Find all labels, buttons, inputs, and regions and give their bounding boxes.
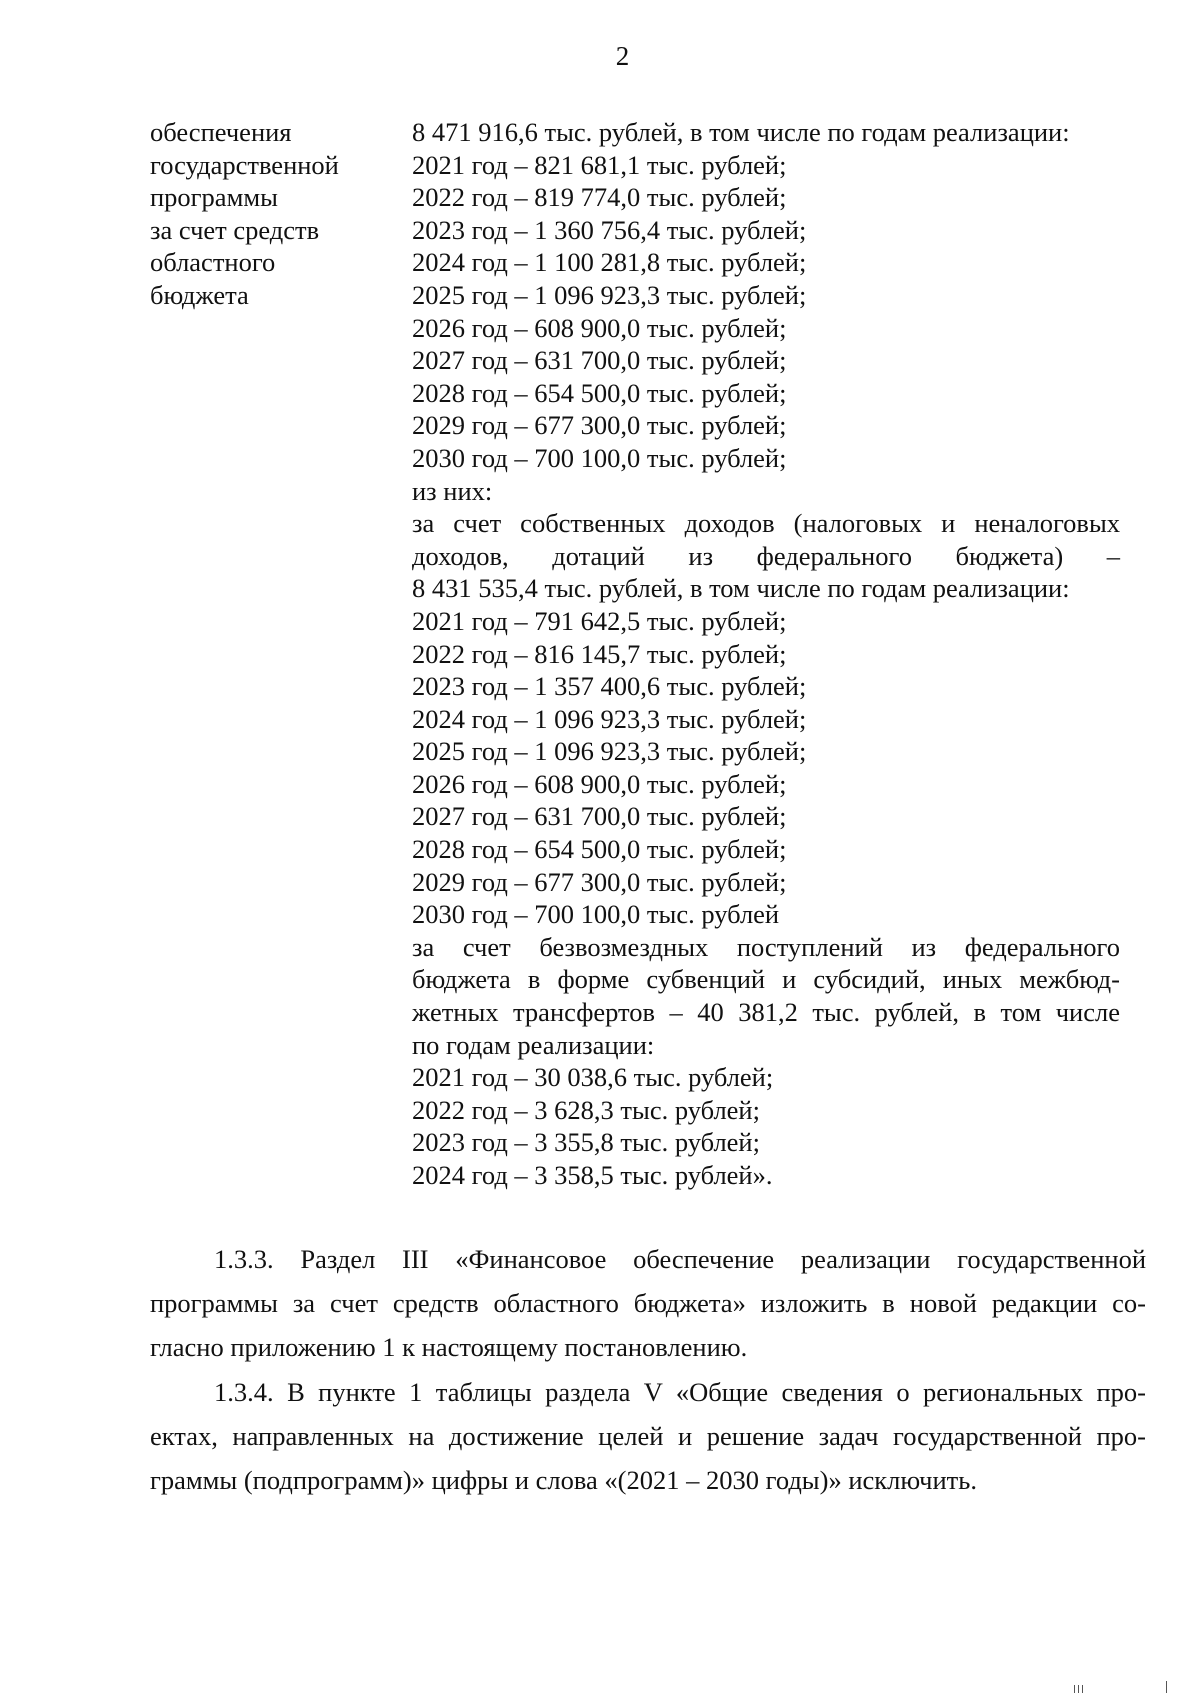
own-income-text: 8 431 535,4 тыс. рублей, в том числе по годам реализации: [412, 573, 1070, 604]
federal-text: за счет безвозмездных поступлений из федерального [412, 931, 1120, 962]
own-income-year-line: 2022 год – 816 145,7 тыс. рублей; [412, 638, 787, 669]
own-income-year-line: 2021 год – 791 642,5 тыс. рублей; [412, 605, 787, 636]
total-year-line: 2025 год – 1 096 923,3 тыс. рублей; [412, 279, 807, 310]
own-income-year-line: 2024 год – 1 096 923,3 тыс. рублей; [412, 703, 807, 734]
own-income-year-line: 2026 год – 608 900,0 тыс. рублей; [412, 768, 787, 799]
own-income-year-line: 2028 год – 654 500,0 тыс. рублей; [412, 834, 787, 865]
paragraph-line: программы за счет средств областного бюджета» изложить в новой редакции со- [150, 1288, 1146, 1318]
row-label [150, 116, 400, 312]
own-income-year-line: 2023 год – 1 357 400,6 тыс. рублей; [412, 671, 807, 702]
total-year-line: 2027 год – 631 700,0 тыс. рублей; [412, 345, 787, 376]
own-income-year-line: 2027 год – 631 700,0 тыс. рублей; [412, 801, 787, 832]
own-income-text: за счет собственных доходов (налоговых и неналоговых [412, 508, 1120, 539]
federal-year-line: 2023 год – 3 355,8 тыс. рублей; [412, 1127, 760, 1158]
row-value [412, 116, 1120, 1192]
federal-text: по годам реализации: [412, 1029, 655, 1060]
row-label-line: бюджета [150, 279, 249, 310]
total-year-line: 2022 год – 819 774,0 тыс. рублей; [412, 182, 787, 213]
total-year-line: 2021 год – 821 681,1 тыс. рублей; [412, 149, 787, 180]
page-number: 2 [615, 41, 630, 71]
total-year-line: 2030 год – 700 100,0 тыс. рублей; [412, 442, 787, 473]
total-year-line: 2026 год – 608 900,0 тыс. рублей; [412, 312, 787, 343]
total-year-line: 2023 год – 1 360 756,4 тыс. рублей; [412, 214, 807, 245]
paragraph-1-3-4 [150, 1370, 1146, 1502]
total-year-line: 2024 год – 1 100 281,8 тыс. рублей; [412, 247, 807, 278]
of-them-label: из них: [412, 475, 493, 506]
paragraph-line: гласно приложению 1 к настоящему постановлению. [150, 1332, 748, 1362]
own-income-text: доходов, дотаций из федерального бюджета) – [412, 540, 1120, 571]
paragraph-line: ектах, направленных на достижение целей и решение задач государственной про- [150, 1421, 1146, 1451]
row-label-line: обеспечения [150, 117, 292, 147]
paragraph-line: 1.3.3. Раздел III «Финансовое обеспечение реализации государственной [214, 1244, 1146, 1274]
paragraph-line: граммы (подпрограмм)» цифры и слова «(2021 – 2030 годы)» исключить. [150, 1465, 977, 1495]
federal-text: жетных трансфертов – 40 381,2 тыс. рублей, в том числе [412, 997, 1120, 1028]
own-income-year-line: 2029 год – 677 300,0 тыс. рублей; [412, 866, 787, 897]
paragraph-1-3-3 [150, 1237, 1146, 1369]
row-label-line: за счет средств [150, 214, 320, 245]
row-label-line: государственной [150, 149, 339, 180]
paragraph-line: 1.3.4. В пункте 1 таблицы раздела V «Общие сведения о региональных про- [214, 1377, 1146, 1407]
row-label-line: областного [150, 247, 276, 278]
total-year-line: 2029 год – 677 300,0 тыс. рублей; [412, 410, 787, 441]
federal-year-line: 2024 год – 3 358,5 тыс. рублей». [412, 1160, 773, 1190]
federal-year-line: 2021 год – 30 038,6 тыс. рублей; [412, 1062, 774, 1093]
total-year-line: 2028 год – 654 500,0 тыс. рублей; [412, 377, 787, 408]
own-income-year-line: 2025 год – 1 096 923,3 тыс. рублей; [412, 736, 807, 767]
federal-text: бюджета в форме субвенций и субсидий, иных межбюд- [412, 964, 1120, 995]
federal-year-line: 2022 год – 3 628,3 тыс. рублей; [412, 1094, 760, 1125]
total-amount-line: 8 471 916,6 тыс. рублей, в том числе по годам реализации: [412, 117, 1070, 147]
scan-edge-marks [1074, 1679, 1184, 1693]
row-label-line: программы [150, 182, 278, 213]
own-income-year-line: 2030 год – 700 100,0 тыс. рублей [412, 899, 780, 930]
